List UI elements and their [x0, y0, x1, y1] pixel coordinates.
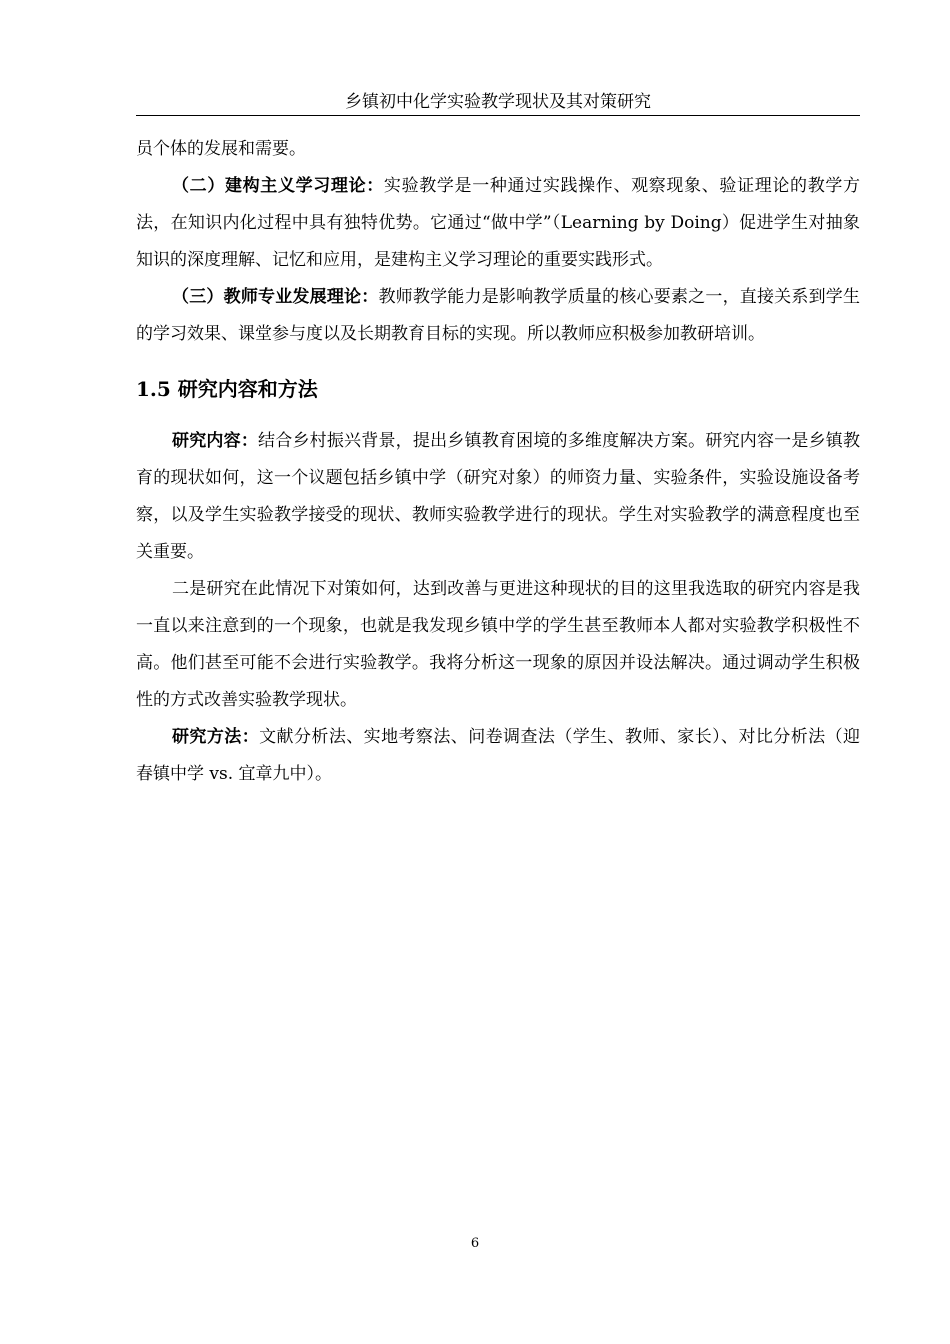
- paragraph-text: 教师教学能力是影响教学质量的核心要素之一，直接关系到学生的学习效果、课堂参与度以及长期教育目标的实现。所以教师应积极参加教研培训。: [136, 287, 861, 344]
- paragraph-continuation: 员个体的发展和需要。: [136, 139, 306, 159]
- section-heading: 1.5 研究内容和方法: [136, 377, 318, 401]
- running-header: 乡镇初中化学实验教学现状及其对策研究: [345, 92, 651, 112]
- paragraph-text: 文献分析法、实地考察法、问卷调查法（学生、教师、家长）、对比分析法（迎春镇中学 vs. 宜章九中）。: [136, 727, 861, 784]
- header-rule: [136, 115, 860, 116]
- page-number: 6: [470, 1236, 480, 1251]
- paragraph-teacher-development: [136, 279, 860, 353]
- paragraph-research-second: 二是研究在此情况下对策如何，达到改善与更进这种现状的目的这里我选取的研究内容是我一直以来注意到的一个现象，也就是我发现乡镇中学的学生甚至教师本人都对实验教学积极性不高。他们甚至可能不会进行实验教学。我将分析这一现象的原因并设法解决。通过调动学生积极性的方式改善实验教学现状。: [136, 579, 860, 710]
- paragraph-label: 研究内容：: [172, 431, 259, 451]
- paragraph-text: 结合乡村振兴背景，提出乡镇教育困境的多维度解决方案。研究内容一是乡镇教育的现状如何，这一个议题包括乡镇中学（研究对象）的师资力量、实验条件，实验设施设备考察，以及学生实验教学接受的现状、教师实验教学进行的现状。学生对实验教学的满意程度也至关重要。: [136, 431, 861, 562]
- paragraph-text: 实验教学是一种通过实践操作、观察现象、验证理论的教学方法，在知识内化过程中具有独特优势。它通过“做中学”（Learning by Doing）促进学生对抽象知识的深度理解、记忆和应用，是建构主义学习理论的重要实践形式。: [136, 176, 861, 270]
- paragraph-label: （三）教师专业发展理论：: [172, 287, 379, 307]
- paragraph-research-content: [136, 423, 860, 571]
- paragraph-label: （二）建构主义学习理论：: [172, 176, 384, 196]
- paragraph-research-methods: [136, 719, 860, 793]
- paragraph-constructivism: [136, 168, 860, 279]
- page-body: [136, 131, 860, 793]
- paragraph-label: 研究方法：: [172, 727, 260, 747]
